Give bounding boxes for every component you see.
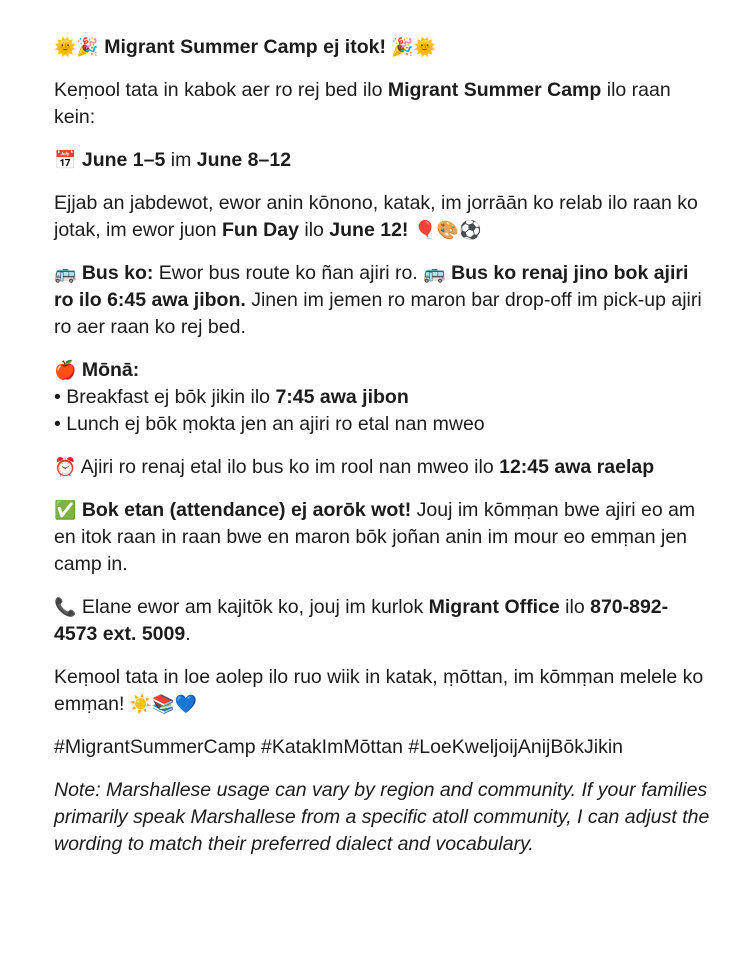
- bus-tail: Jinen im jemen ro maron bar drop-off im pick-up ajiri ro aer raan ko rej bed.: [54, 289, 702, 338]
- alarm-clock-icon: ⏰: [54, 457, 77, 478]
- contact-end: .: [185, 623, 191, 645]
- post-title: [54, 34, 710, 61]
- phone-icon: 📞: [54, 597, 77, 618]
- sun-books-heart-icon: ☀️📚💙: [129, 694, 198, 715]
- calendar-icon: 📅: [54, 150, 77, 171]
- intro-paragraph: [54, 77, 710, 131]
- bus-icon-2: 🚌: [423, 263, 446, 284]
- pickup-time: 12:45 awa raelap: [499, 456, 655, 478]
- attendance-paragraph: [54, 497, 710, 578]
- contact-text: Elane ewor am kajitōk ko, jouj im kurlok: [76, 596, 429, 618]
- contact-paragraph: [54, 594, 710, 648]
- bus-pickup-time: Bus ko renaj jino bok ajiri ro ilo 6:45 awa jibon.: [54, 262, 689, 311]
- dates-joiner: im: [165, 149, 197, 171]
- phone-number: 870-892-4573 ext. 5009: [54, 596, 669, 645]
- fun-day-label: Fun Day: [222, 219, 299, 241]
- activities-mid: ilo: [298, 219, 330, 241]
- attendance-text: Jouj im kōmṃan bwe ajiri eo am en itok raan in raan bwe en maron bōk joñan anin im mour eo emṃan jen camp in.: [54, 499, 696, 575]
- dates-line: [54, 147, 710, 174]
- bus-label: Bus ko:: [81, 262, 154, 284]
- apple-icon: 🍎: [54, 360, 77, 381]
- week-two-dates: June 8–12: [196, 149, 292, 171]
- activities-text: Ejjab an jabdewot, ewor anin kōnono, katak, im jorrāān ko relab ilo raan ko jotak, im ewor juon: [54, 192, 698, 241]
- list-item: [54, 384, 710, 411]
- fun-day-date: June 12!: [329, 219, 409, 241]
- meals-label: Mōnā:: [81, 359, 140, 381]
- translation-note: Note: Marshallese usage can vary by region and community. If your families primarily speak Marshallese from a specific atoll community, I can adjust the wording to match their preferred dialect and vocabulary.: [54, 779, 710, 855]
- intro-text: Keṃool tata in kabok aer ro rej bed ilo: [54, 79, 388, 101]
- check-mark-icon: ✅: [54, 500, 77, 521]
- closing-paragraph: [54, 664, 710, 718]
- breakfast-time: 7:45 awa jibon: [275, 386, 409, 408]
- breakfast-text: • Breakfast ej bōk jikin ilo: [54, 386, 276, 408]
- contact-mid: ilo: [559, 596, 591, 618]
- week-one-dates: June 1–5: [81, 149, 166, 171]
- intro-tail: ilo raan kein:: [54, 79, 671, 128]
- meals-heading: [54, 357, 710, 384]
- closing-text: Keṃool tata in loe aolep ilo ruo wiik in katak, ṃōttan, im kōmṃan melele ko emṃan!: [54, 666, 704, 715]
- activities-paragraph: [54, 190, 710, 244]
- pickup-text: Ajiri ro renaj etal ilo bus ko im rool nan mweo ilo: [76, 456, 500, 478]
- camp-name: Migrant Summer Camp: [387, 79, 602, 101]
- meals-list: [54, 384, 710, 438]
- sun-party-icon: 🌞🎉: [54, 37, 99, 58]
- hashtags: #MigrantSummerCamp #KatakImMōttan #LoeKweljoijAnijBōkJikin: [54, 736, 623, 758]
- bus-text: Ewor bus route ko ñan ajiri ro.: [153, 262, 424, 284]
- office-name: Migrant Office: [428, 596, 560, 618]
- pickup-line: [54, 454, 710, 481]
- balloon-palette-ball-icon: 🎈🎨⚽: [408, 220, 482, 241]
- list-item: • Lunch ej bōk ṃokta jen an ajiri ro etal nan mweo: [54, 413, 485, 435]
- title-text: Migrant Summer Camp ej itok!: [104, 36, 386, 58]
- attendance-bold: Bok etan (attendance) ej aorōk wot!: [76, 499, 412, 521]
- party-sun-icon: 🎉🌞: [391, 37, 437, 58]
- bus-icon: 🚌: [54, 263, 77, 284]
- bus-paragraph: [54, 260, 710, 341]
